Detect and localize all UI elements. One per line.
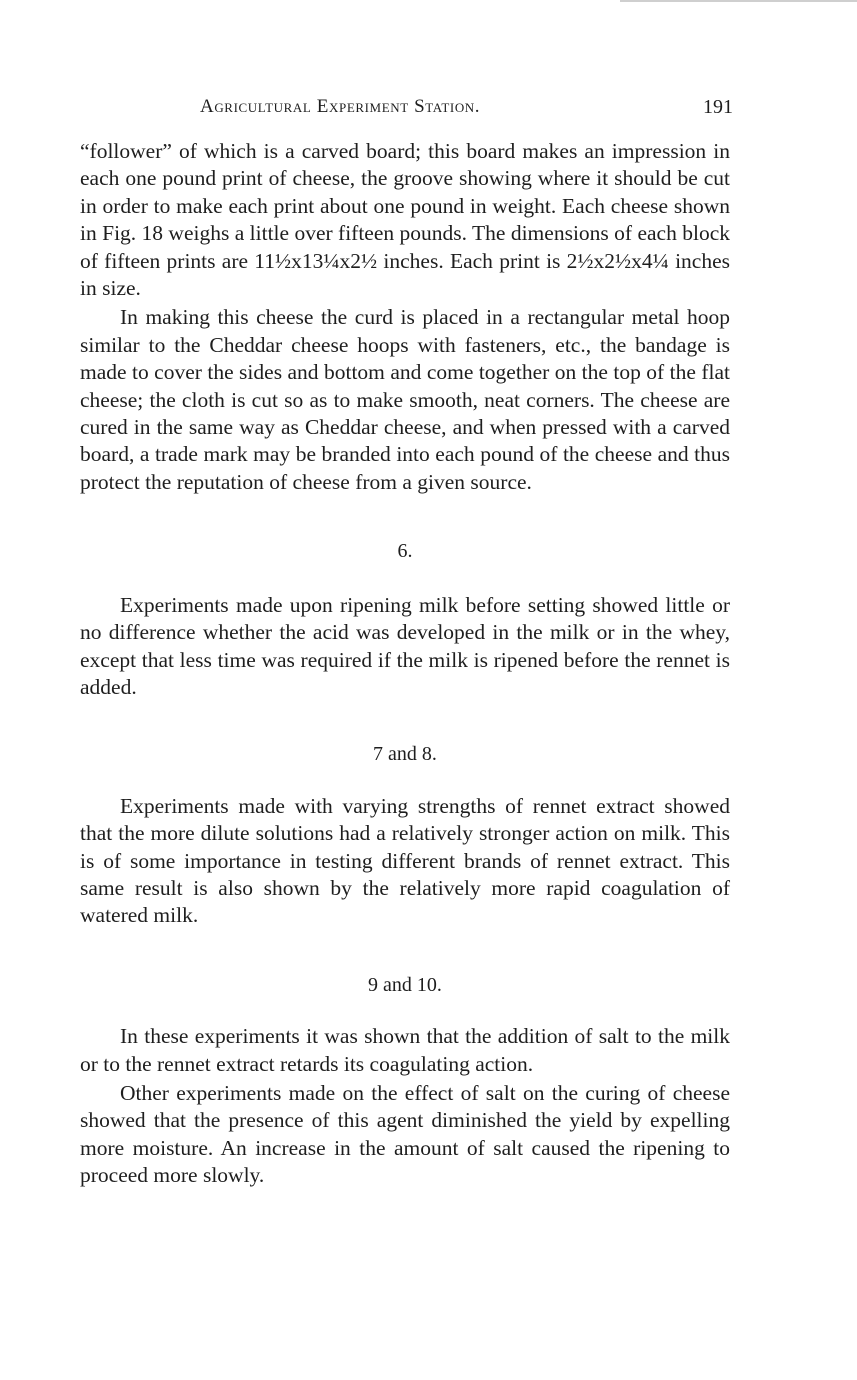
scan-edge-mark	[620, 0, 857, 2]
section-heading-6: 6.	[397, 540, 413, 563]
section-heading-7-and-8: 7 and 8.	[373, 743, 437, 766]
paragraph-follower-board: “follower” of which is a carved board; this board makes an impression in each one pound print of cheese, the groove showing where it should be cut in order to make each print about one pound in weight. Each cheese shown in Fig. 18 weighs a little over fifteen pounds. The dimensions of each block of fifteen prints are 11½x13¼x2½ inches. Each print is 2½x2½x4¼ inches in size.	[80, 139, 730, 301]
running-head: Agricultural Experiment Station.	[200, 96, 481, 117]
body-text	[80, 138, 730, 1190]
paragraph-salt-addition: In these experiments it was shown that the addition of salt to the milk or to the rennet extract retards its coagulating action.	[80, 1024, 730, 1076]
paragraph-making-cheese: In making this cheese the curd is placed in a rectangular metal hoop similar to the Cheddar cheese hoops with fasteners, etc., the bandage is made to cover the sides and bottom and come together on the top of the flat cheese; the cloth is cut so as to make smooth, neat corners. The cheese are cured in the same way as Cheddar cheese, and when pressed with a carved board, a trade mark may be branded into each pound of the cheese and thus protect the reputation of cheese from a given source.	[80, 305, 730, 494]
paragraph-rennet-strengths: Experiments made with varying strengths of rennet extract showed that the more dilute solutions had a relatively stronger action on milk. This is of some importance in testing different brands of rennet extract. This same result is also shown by the relatively more rapid coagulation of watered milk.	[80, 793, 730, 928]
paragraph-ripening-milk: Experiments made upon ripening milk before setting showed little or no difference whether the acid was developed in the milk or in the whey, except that less time was required if the milk is ripened before the rennet is added.	[80, 592, 730, 699]
page-number: 191	[703, 96, 733, 118]
paragraph-salt-curing: Other experiments made on the effect of salt on the curing of cheese showed that the presence of this agent diminished the yield by expelling more moisture. An increase in the amount of salt caused the ripening to proceed more slowly.	[80, 1080, 730, 1188]
section-heading-9-and-10: 9 and 10.	[368, 973, 442, 996]
page-header	[200, 96, 735, 128]
